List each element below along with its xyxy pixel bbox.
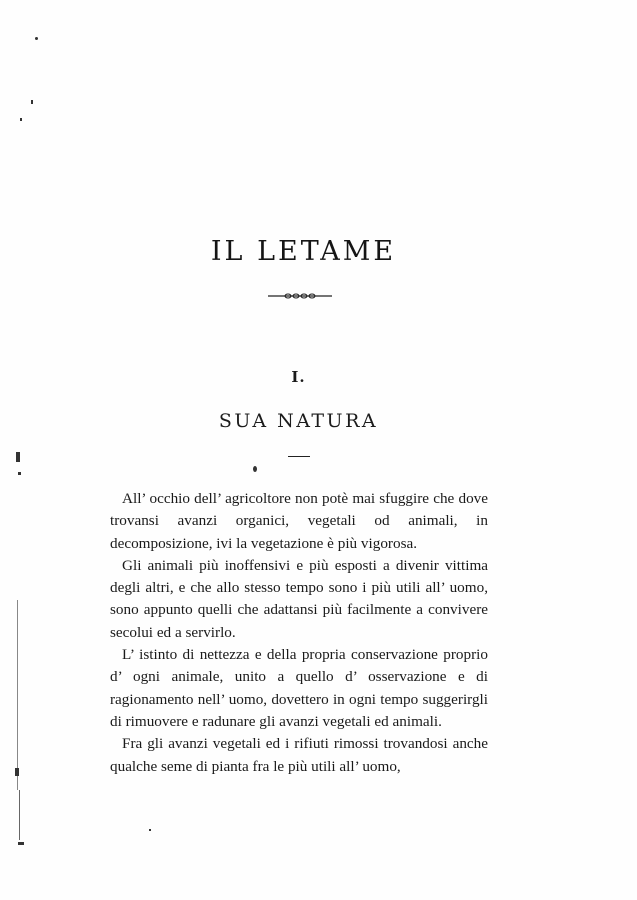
paragraph-3: L’ istinto di nettezza e della propria conservazione proprio d’ ogni animale, unito a quello d’ osservazione e di ragionamento nell’ uomo, dovettero in ogni tempo suggerirgli di rimuovere e radunare gli avanzi vegetali ed animali. (110, 646, 488, 730)
section-rule (288, 456, 310, 457)
scan-speck (18, 472, 21, 475)
section-title: SUA NATURA (218, 410, 379, 432)
scan-speck (15, 768, 19, 776)
ornament-divider (268, 292, 332, 300)
scan-speck (18, 842, 24, 845)
page-title: IL LETAME (210, 236, 397, 267)
scan-speck (149, 829, 151, 831)
scan-edge-line (19, 790, 20, 840)
scan-speck (35, 37, 38, 40)
paragraph-2: Gli animali più inoffensivi e più esposti a divenir vittima degli altri, e che allo stesso tempo sono i più utili all’ uomo, sono appunto quelli che adattansi più facilmente a convivere secolui ed a servirlo. (110, 556, 488, 641)
body-text (110, 488, 488, 778)
paragraph-1: All’ occhio dell’ agricoltore non potè mai sfuggire che dove trovansi avanzi organici, vegetali od animali, in decomposizione, ivi la vegetazione è più vigorosa. (110, 490, 488, 552)
scan-speck (16, 452, 20, 462)
paragraph-4: Fra gli avanzi vegetali ed i rifiuti rimossi trovandosi anche qualche seme di pianta fra le più utili all’ uomo, (110, 735, 488, 775)
scan-edge-line (17, 600, 18, 790)
scan-speck (31, 100, 33, 104)
ink-dot (253, 466, 257, 472)
scan-speck (20, 118, 22, 121)
section-number: I. (291, 368, 306, 386)
